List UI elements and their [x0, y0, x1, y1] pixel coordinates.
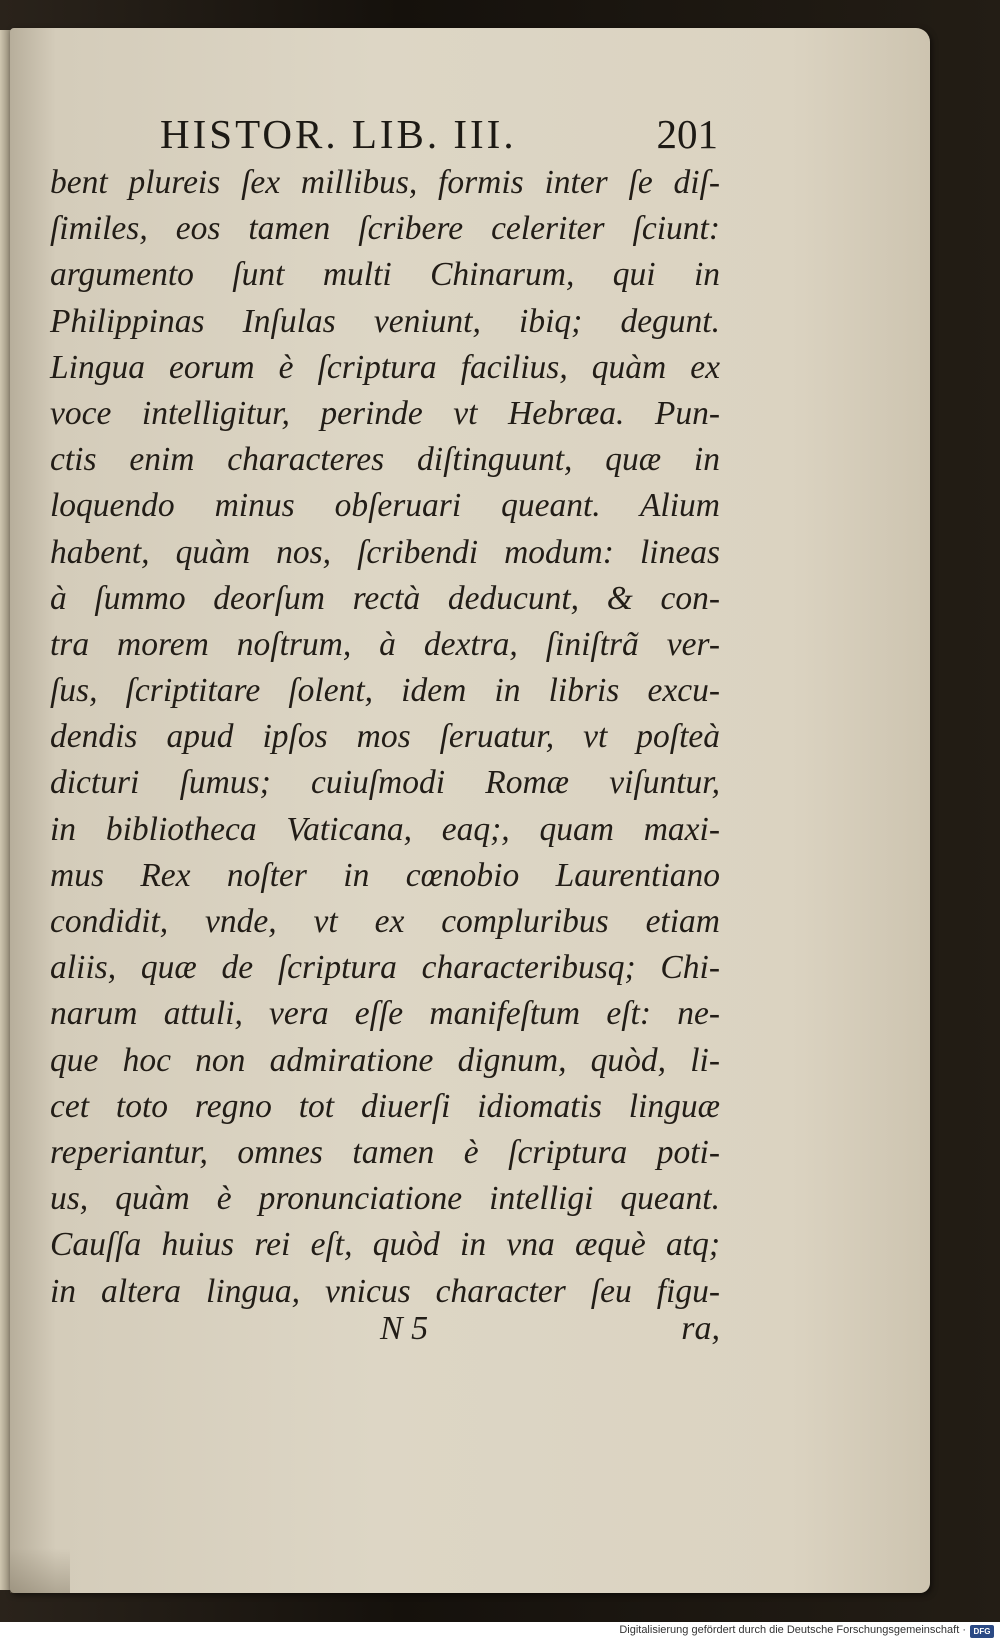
text-line: Lingua eorum è ſcriptura facilius, quàm ex [50, 348, 720, 386]
catchword: ra, [681, 1310, 720, 1347]
text-line: ſimiles, eos tamen ſcribere celeriter ſciunt: [50, 210, 720, 248]
text-line: condidit, vnde, vt ex compluribus etiam [50, 903, 720, 940]
text-line: tra morem noſtrum, à dextra, ſiniſtrã ver- [50, 625, 720, 663]
text-line: mus Rex noſter in cœnobio Laurentiano [50, 856, 720, 894]
text-line: que hoc non admiratione dignum, quòd, li- [50, 1041, 720, 1079]
text-line: Cauſſa huius rei eſt, quòd in vna æquè atq; [50, 1226, 720, 1264]
text-line: ctis enim characteres diſtinguunt, quæ in [50, 441, 720, 479]
text-line: habent, quàm nos, ſcribendi modum: lineas [50, 533, 720, 571]
text-line: reperiantur, omnes tamen è ſcriptura poti- [50, 1133, 720, 1171]
text-line: ſus, ſcriptitare ſolent, idem in libris excu- [50, 672, 720, 710]
dfg-logo-icon: DFG [970, 1625, 994, 1638]
text-line: narum attuli, vera eſſe manifeſtum eſt: ne- [50, 995, 720, 1033]
text-line: Philippinas Inſulas veniunt, ibiq; degunt. [50, 302, 720, 340]
text-line: argumento ſunt multi Chinarum, qui in [50, 256, 720, 294]
text-line: bent plureis ſex millibus, formis inter ſe diſ- [50, 164, 720, 201]
text-line: cet toto regno tot diuerſi idiomatis linguæ [50, 1087, 720, 1125]
text-line: aliis, quæ de ſcriptura characteribusq; Chi- [50, 949, 720, 987]
running-head: HISTOR. LIB. III. [160, 111, 517, 157]
text-line: dicturi ſumus; cuiuſmodi Romæ viſuntur, [50, 764, 720, 802]
page-corner-shadow [10, 1548, 70, 1593]
page-number: 201 [656, 111, 718, 157]
text-line: dendis apud ipſos mos ſeruatur, vt poſteà [50, 718, 720, 756]
text-line: in altera lingua, vnicus character ſeu figu- [50, 1272, 720, 1310]
text-line: in bibliotheca Vaticana, eaq;, quam maxi- [50, 810, 720, 848]
text-line: voce intelligitur, perinde vt Hebræa. Pun- [50, 394, 720, 432]
digitization-credit: Digitalisierung gefördert durch die Deutsche Forschungsgemeinschaft · [619, 1624, 966, 1636]
body-text [50, 160, 720, 1315]
text-line: loquendo minus obſeruari queant. Alium [50, 487, 720, 525]
text-line: à ſummo deorſum rectà deducunt, & con- [50, 579, 720, 617]
text-line: us, quàm è pronunciatione intelligi queant. [50, 1180, 720, 1218]
gathering-signature: N 5 [380, 1310, 429, 1347]
